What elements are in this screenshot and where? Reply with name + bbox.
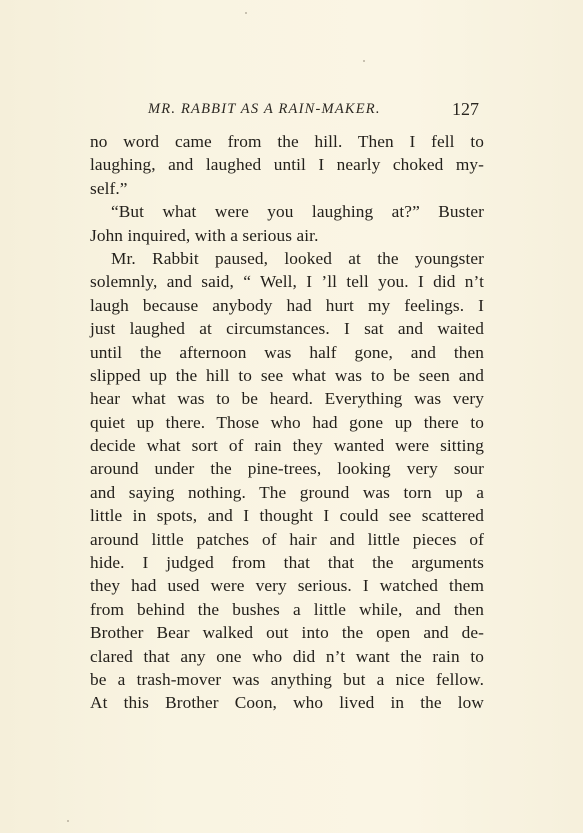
text-line: they had used were very serious. I watched them: [90, 576, 484, 596]
text-line: little in spots, and I thought I could see scattered: [90, 506, 484, 526]
text-line: just laughed at circumstances. I sat and waited: [90, 319, 484, 339]
text-line: slipped up the hill to see what was to be seen and: [90, 365, 484, 385]
text-line: hide. I judged from that that the arguments: [90, 553, 484, 573]
paper-speck: [67, 820, 69, 822]
text-line: “But what were you laughing at?” Buster: [111, 202, 484, 222]
text-line: no word came from the hill. Then I fell to: [90, 132, 484, 151]
text-line: Brother Bear walked out into the open and de-: [90, 623, 484, 643]
text-line: from behind the bushes a little while, and then: [90, 599, 484, 619]
text-line: around little patches of hair and little pieces of: [90, 529, 484, 549]
text-line: laughing, and laughed until I nearly choked my-: [90, 155, 484, 175]
text-line: decide what sort of rain they wanted were sitting: [90, 436, 484, 456]
paper-speck: [363, 60, 365, 62]
text-line: around under the pine-trees, looking very sour: [90, 459, 484, 479]
running-head: [0, 99, 583, 123]
text-line: clared that any one who did n’t want the rain to: [90, 646, 484, 666]
text-line: self.”: [90, 178, 128, 198]
text-line: be a trash-mover was anything but a nice fellow.: [90, 669, 484, 689]
text-line: laugh because anybody had hurt my feelings. I: [90, 295, 484, 315]
text-line: Mr. Rabbit paused, looked at the youngster: [111, 248, 484, 268]
text-line: John inquired, with a serious air.: [90, 225, 319, 245]
running-title: MR. RABBIT AS A RAIN-MAKER.: [148, 101, 381, 117]
text-line: quiet up there. Those who had gone up there to: [90, 412, 484, 432]
text-line: solemnly, and said, “ Well, I ’ll tell you. I did n’t: [90, 272, 484, 292]
text-line: until the afternoon was half gone, and then: [90, 342, 484, 362]
page-number: 127: [452, 99, 479, 119]
text-line: and saying nothing. The ground was torn up a: [90, 482, 484, 502]
text-line: hear what was to be heard. Everything was very: [90, 389, 484, 409]
paper-speck: [245, 12, 247, 14]
body-text: [90, 130, 484, 715]
text-line: At this Brother Coon, who lived in the low: [90, 693, 484, 713]
